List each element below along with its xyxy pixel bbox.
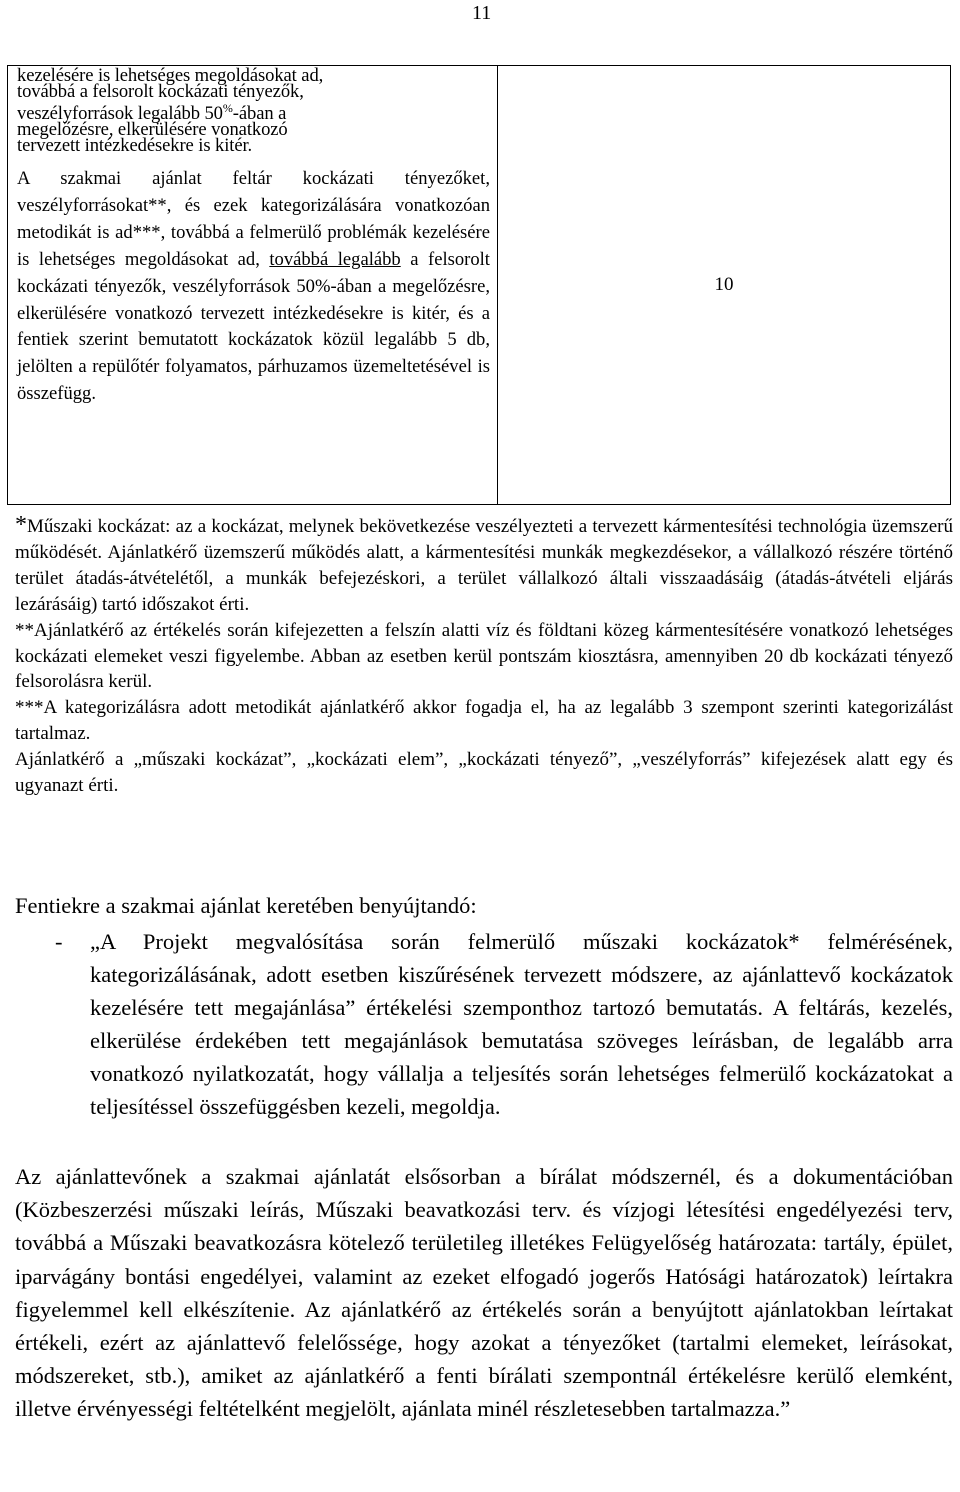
bullet-text: „A Projekt megvalósítása során felmerülő műszaki kockázatok* felmérésének, kategorizálásának, adott esetben kiszűrésének tervezett módszere, az ajánlattevő kockázatok kezelésére tett megajánlása” értékelési szemponthoz tartozó bemutatás. A feltárás, kezelés, elkerülése érdekében tett megajánlások bemutatása szöveges leírásban, de legalább arra vonatkozó nyilatkozatát, hogy vállalja a teljesítés során lehetséges felmerülő kockázatokat a teljesítéssel összefüggésben kezeli, megoldja. xyxy=(90,929,953,1119)
bullet-item xyxy=(15,925,953,1123)
criteria-text-continued: a felsorolt kockázati tényezők, veszélyforrások 50%-ában a megelőzésre, elkerülésére vonatkozó tervezett intézkedésekre is kitér, és a fentiek szerint bemutatott kockázatok közül legalább 5 db, jelölten a repülőtér folyamatos, párhuzamos üzemeltetésével is összefügg. xyxy=(17,248,490,405)
footnote-definitions: Ajánlatkérő a „műszaki kockázat”, „kockázati elem”, „kockázati tényező”, „veszélyforrás” kifejezések alatt egy és ugyanazt érti. xyxy=(15,749,953,797)
footnotes xyxy=(15,514,953,799)
page-number: 11 xyxy=(472,2,492,24)
overlap-line: veszélyforrások legalább 50 xyxy=(17,103,223,125)
overlap-line: megelőzésre, elkerülésére vonatkozó xyxy=(17,119,288,141)
overlap-line: kezelésére is lehetséges megoldásokat ad, xyxy=(17,65,324,86)
overlap-superscript: % xyxy=(222,101,233,115)
overlapping-text-block xyxy=(17,65,490,164)
score-cell xyxy=(498,66,951,505)
footnote-risk-factors: **Ajánlatkérő az értékelés során kifejezetten a felszín alatti víz és földtani közeg kármentesítésére vonatkozó lehetséges kockázati elemeket veszi figyelembe. Abban az esetben kerül pontszám kiosztásra, amennyiben 20 db kockázati tényező felsorolásra kerül. xyxy=(15,619,953,693)
overlap-line: -ában a xyxy=(232,103,287,125)
criteria-text: A szakmai ajánlat feltár kockázati tényezőket, veszélyforrásokat**, és ezek kategorizálására vonatkozóan metodikát is ad***, továbbá a felmerülő problémák kezelésére is lehetséges megoldásokat ad, xyxy=(17,168,490,270)
criteria-cell xyxy=(8,66,498,505)
overlap-line: továbbá a felsorolt kockázati tényezők, xyxy=(17,81,304,102)
body-paragraph: Az ajánlattevőnek a szakmai ajánlatát elsősorban a bírálat módszernél, és a dokumentációban (Közbeszerzési műszaki leírás, Műszaki beavatkozási terv. és vízjogi létesítési engedélyezési terv, továbbá a Műszaki beavatkozásra kötelező területileg illetékes Felügyelőség határozata: tartály, épület, iparvágány bontási engedélyei, valamint az ezeket elfogadó jogerős Hatósági határozatok) leírtakra figyelemmel kell elkészítenie. Az ajánlatkérő az értékelés során a benyújtott ajánlatokban leírtakat értékeli, ezért az ajánlattevő felelőssége, hogy azokat a tényezőket (tartalmi elemeket, leírásokat, módszereket, stb.), amiket az ajánlatkérő a fenti bírálati szempontnál értékelésre kerülő elemként, illetve érvényességi feltételként megjelölt, ajánlata minél részletesebben tartalmazza.” xyxy=(15,1164,953,1422)
section-heading: Fentiekre a szakmai ajánlat keretében benyújtandó: xyxy=(15,893,477,918)
scoring-table xyxy=(7,65,951,505)
overlap-line: tervezett intézkedésekre is kitér. xyxy=(17,135,253,157)
bullet-dash: - xyxy=(55,929,63,954)
footnote-categorization: ***A kategorizálásra adott metodikát ajánlatkérő akkor fogadja el, ha az legalább 3 szempont szerinti kategorizálást tartalmaz. xyxy=(15,697,953,745)
footnote-technical-risk: *Műszaki kockázat: az a kockázat, melynek bekövetkezése veszélyezteti a tervezett kármentesítési technológia üzemszerű működését. Ajánlatkérő üzemszerű működés alatt, a kármentesítési munkák megkezdésekor, a vállalkozó részére történő terület átadás-átvételétől, a munkák befejezéskori, a terület vállalkozó általi visszaadásáig (átadás-átvételi eljárás lezárásáig) tartó időszakot érti. xyxy=(15,512,953,615)
score-value: 10 xyxy=(714,274,734,295)
underlined-text: továbbá legalább xyxy=(269,248,401,270)
table-row xyxy=(8,66,951,505)
footnote-star: * xyxy=(15,512,27,538)
